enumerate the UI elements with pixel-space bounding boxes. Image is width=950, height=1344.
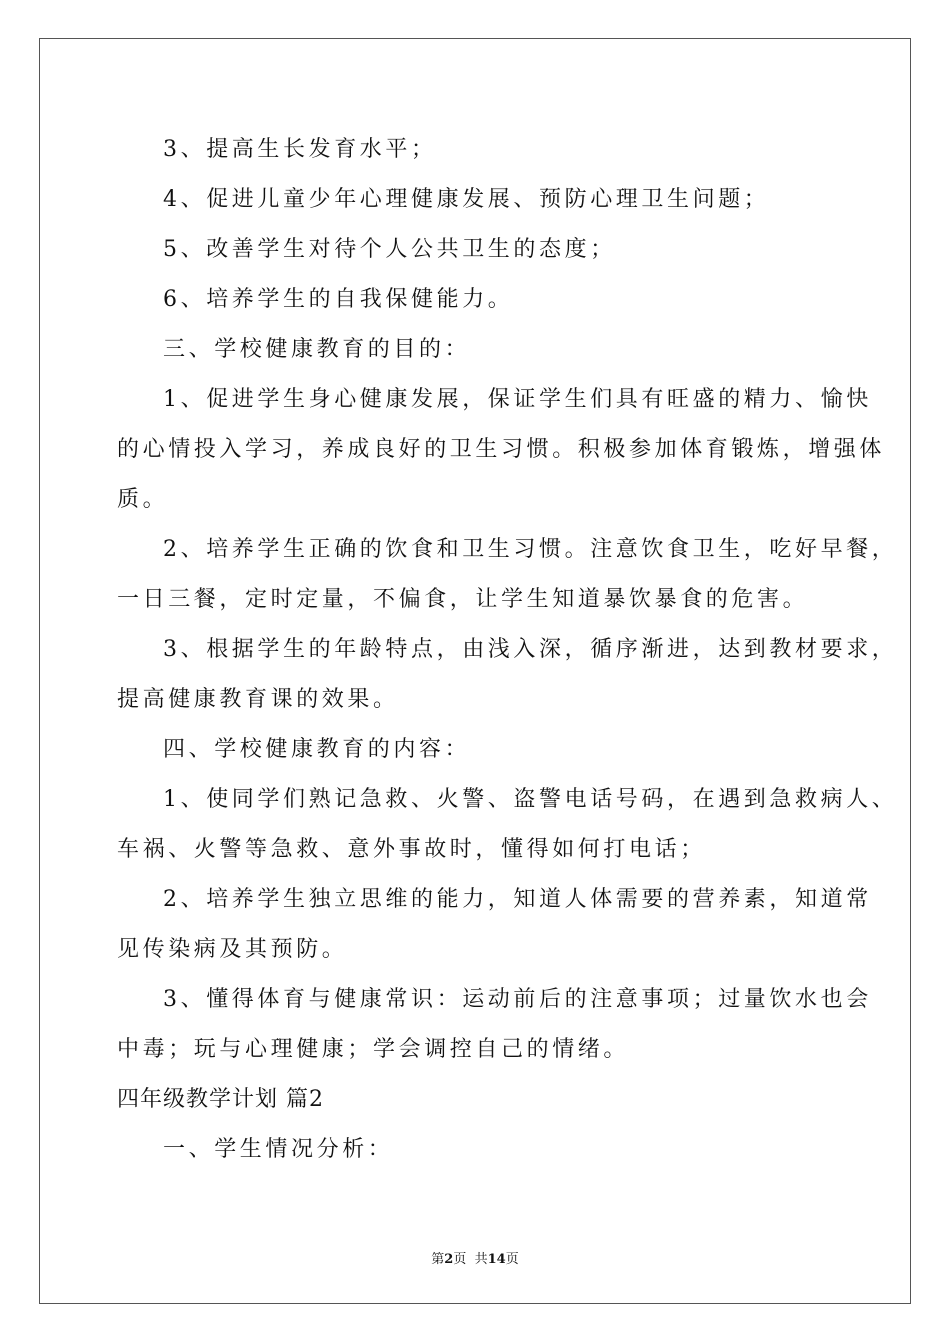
footer-suffix: 页 [505,1252,519,1267]
section-heading: 一、学生情况分析： [163,1137,394,1162]
paragraph-line: 1、促进学生身心健康发展，保证学生们具有旺盛的精力、愉快 [163,387,872,412]
paragraph-line: 提高健康教育课的效果。 [117,687,399,712]
footer-mid: 页 共 [453,1252,488,1267]
paragraph-line: 6、培养学生的自我保健能力。 [163,287,514,312]
footer-prefix: 第 [431,1252,445,1267]
page-footer [0,1248,950,1267]
paragraph-line: 3、懂得体育与健康常识：运动前后的注意事项；过量饮水也会 [163,987,872,1012]
paragraph-line: 的心情投入学习，养成良好的卫生习惯。积极参加体育锻炼，增强体 [117,437,886,462]
current-page-number: 2 [444,1252,454,1267]
paragraph-line: 质。 [117,487,169,512]
section-heading: 四、学校健康教育的内容： [163,737,471,762]
paragraph-line: 2、培养学生独立思维的能力，知道人体需要的营养素，知道常 [163,887,872,912]
paragraph-line: 3、根据学生的年龄特点，由浅入深，循序渐进，达到教材要求， [163,637,898,662]
paragraph-line: 车祸、火警等急救、意外事故时，懂得如何打电话； [117,837,706,862]
total-page-number: 14 [487,1252,506,1267]
paragraph-line: 3、提高生长发育水平； [163,137,437,162]
paragraph-line: 见传染病及其预防。 [117,937,348,962]
paragraph-line: 中毒；玩与心理健康；学会调控自己的情绪。 [117,1037,630,1062]
paragraph-line: 1、使同学们熟记急救、火警、盗警电话号码，在遇到急救病人、 [163,787,898,812]
section-heading: 三、学校健康教育的目的： [163,337,471,362]
plan-title: 四年级教学计划 篇2 [117,1087,324,1112]
paragraph-line: 2、培养学生正确的饮食和卫生习惯。注意饮食卫生，吃好早餐， [163,537,898,562]
paragraph-line: 一日三餐，定时定量，不偏食，让学生知道暴饮暴食的危害。 [117,587,809,612]
paragraph-line: 5、改善学生对待个人公共卫生的态度； [163,237,616,262]
paragraph-line: 4、促进儿童少年心理健康发展、预防心理卫生问题； [163,187,770,212]
